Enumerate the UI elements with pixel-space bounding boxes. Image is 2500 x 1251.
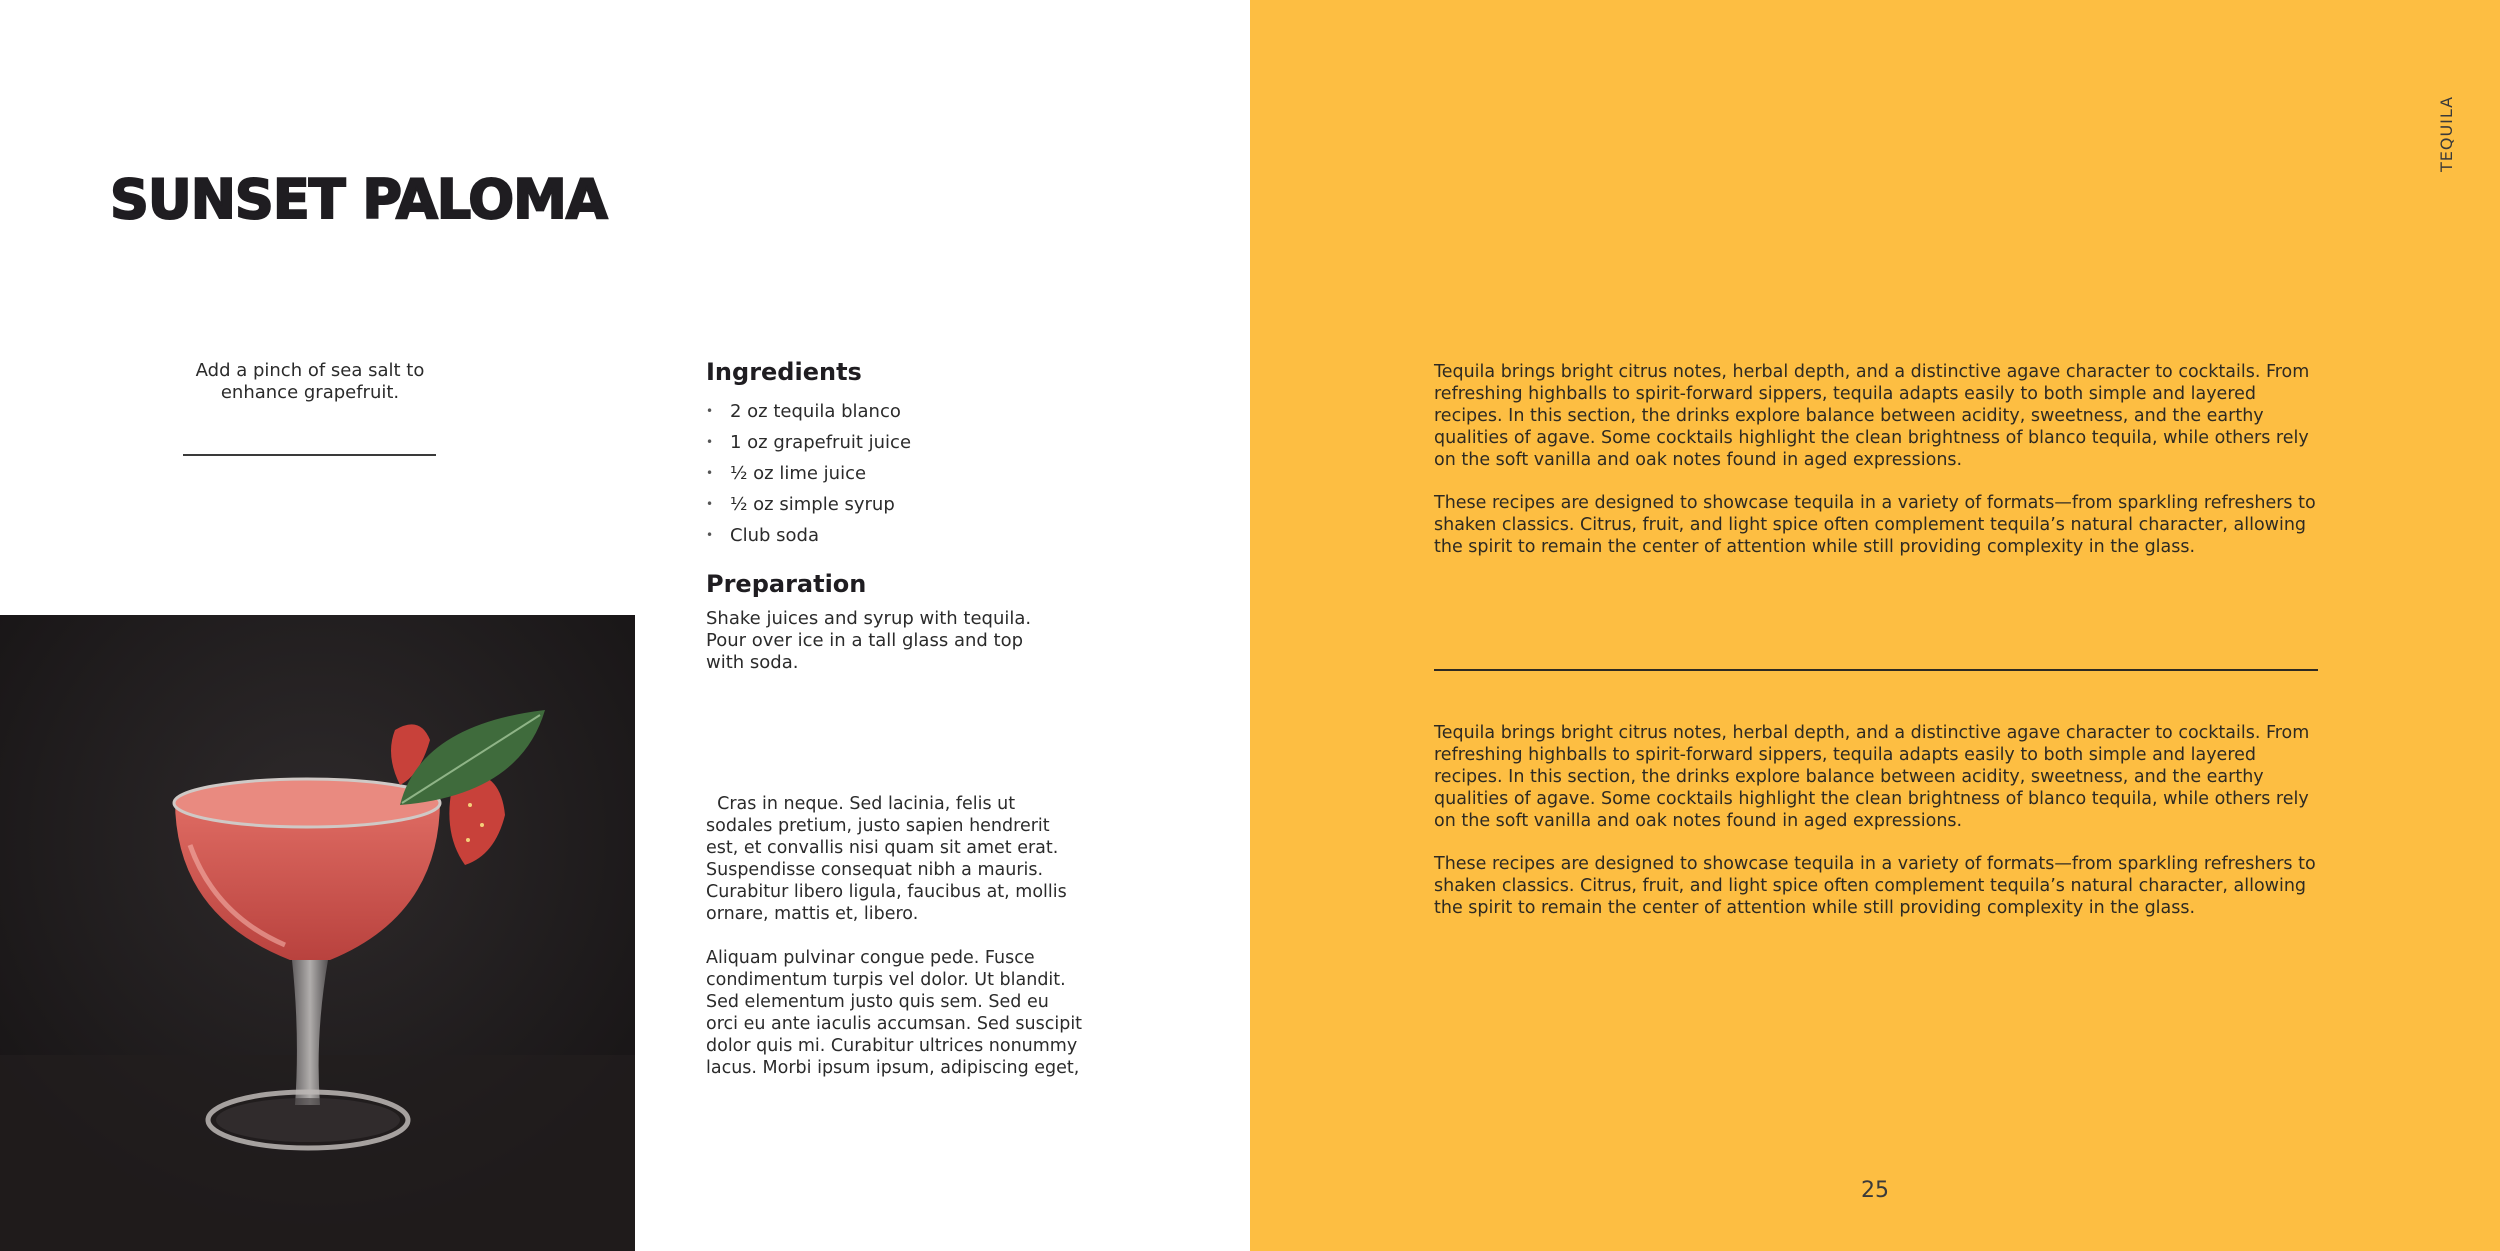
intro-paragraph: These recipes are designed to showcase tequila in a variety of formats—from sparkling refreshers to shaken classics. Citrus, fruit, and light spice often complement tequila’s natural character, allowing the spirit to remain the center of attention while still providing complexity in the glass. xyxy=(1434,854,2316,918)
cocktail-photo xyxy=(0,615,635,1251)
bullet-icon: • xyxy=(706,497,714,511)
intro-paragraph: Tequila brings bright citrus notes, herbal depth, and a distinctive agave character to cocktails. From refreshing highballs to spirit-forward sippers, tequila adapts easily to both simple and layered recipes. In this section, the drinks explore balance between acidity, sweetness, and the earthy qualities of agave. Some cocktails highlight the clean brightness of blanco tequila, while others rely on the soft vanilla and oak notes found in aged expressions. xyxy=(1434,723,2310,831)
section-tab: TEQUILA xyxy=(2437,95,2456,172)
ingredients-heading: Ingredients xyxy=(706,358,862,386)
ingredients-list xyxy=(706,396,911,551)
tip-divider xyxy=(183,454,436,456)
ingredient-item: • 2 oz tequila blanco xyxy=(706,396,911,427)
bullet-icon: • xyxy=(706,466,714,480)
cocktail-illustration xyxy=(0,615,635,1251)
body-paragraph: Cras in neque. Sed lacinia, felis ut sodales pretium, justo sapien hendrerit est, et convallis nisi quam sit amet erat. Suspendisse consequat nibh a mauris. Curabitur libero ligula, faucibus at, mollis ornare, mattis et, libero. xyxy=(706,794,1073,924)
ingredient-item: • Club soda xyxy=(706,520,911,551)
bullet-icon: • xyxy=(706,528,714,542)
ingredient-item: • 1 oz grapefruit juice xyxy=(706,427,911,458)
ingredient-item: • ½ oz simple syrup xyxy=(706,489,911,520)
preparation-text: Shake juices and syrup with tequila. Pour over ice in a tall glass and top with soda. xyxy=(706,608,1032,673)
bullet-icon: • xyxy=(706,404,714,418)
section-divider xyxy=(1434,669,2318,671)
intro-paragraph: These recipes are designed to showcase tequila in a variety of formats—from sparkling refreshers to shaken classics. Citrus, fruit, and light spice often complement tequila’s natural character, allowing the spirit to remain the center of attention while still providing complexity in the glass. xyxy=(1434,493,2316,557)
intro-paragraph: Tequila brings bright citrus notes, herbal depth, and a distinctive agave character to cocktails. From refreshing highballs to spirit-forward sippers, tequila adapts easily to both simple and layered recipes. In this section, the drinks explore balance between acidity, sweetness, and the earthy qualities of agave. Some cocktails highlight the clean brightness of blanco tequila, while others rely on the soft vanilla and oak notes found in aged expressions. xyxy=(1434,362,2310,470)
body-paragraph: Aliquam pulvinar congue pede. Fusce condimentum turpis vel dolor. Ut blandit. Sed elementum justo quis sem. Sed eu orci eu ante iaculis accumsan. Sed suscipit dolor quis mi. Curabitur ultrices nonummy lacus. Morbi ipsum ipsum, adipiscing eget, xyxy=(706,948,1083,1078)
tip-text: Add a pinch of sea salt to enhance grapefruit. xyxy=(195,360,425,403)
right-page xyxy=(1250,0,2500,1251)
preparation-heading: Preparation xyxy=(706,570,867,598)
bullet-icon: • xyxy=(706,435,714,449)
ingredient-item: • ½ oz lime juice xyxy=(706,458,911,489)
page-number: 25 xyxy=(1861,1178,1889,1203)
recipe-title: SUNSET PALOMA xyxy=(110,168,607,231)
